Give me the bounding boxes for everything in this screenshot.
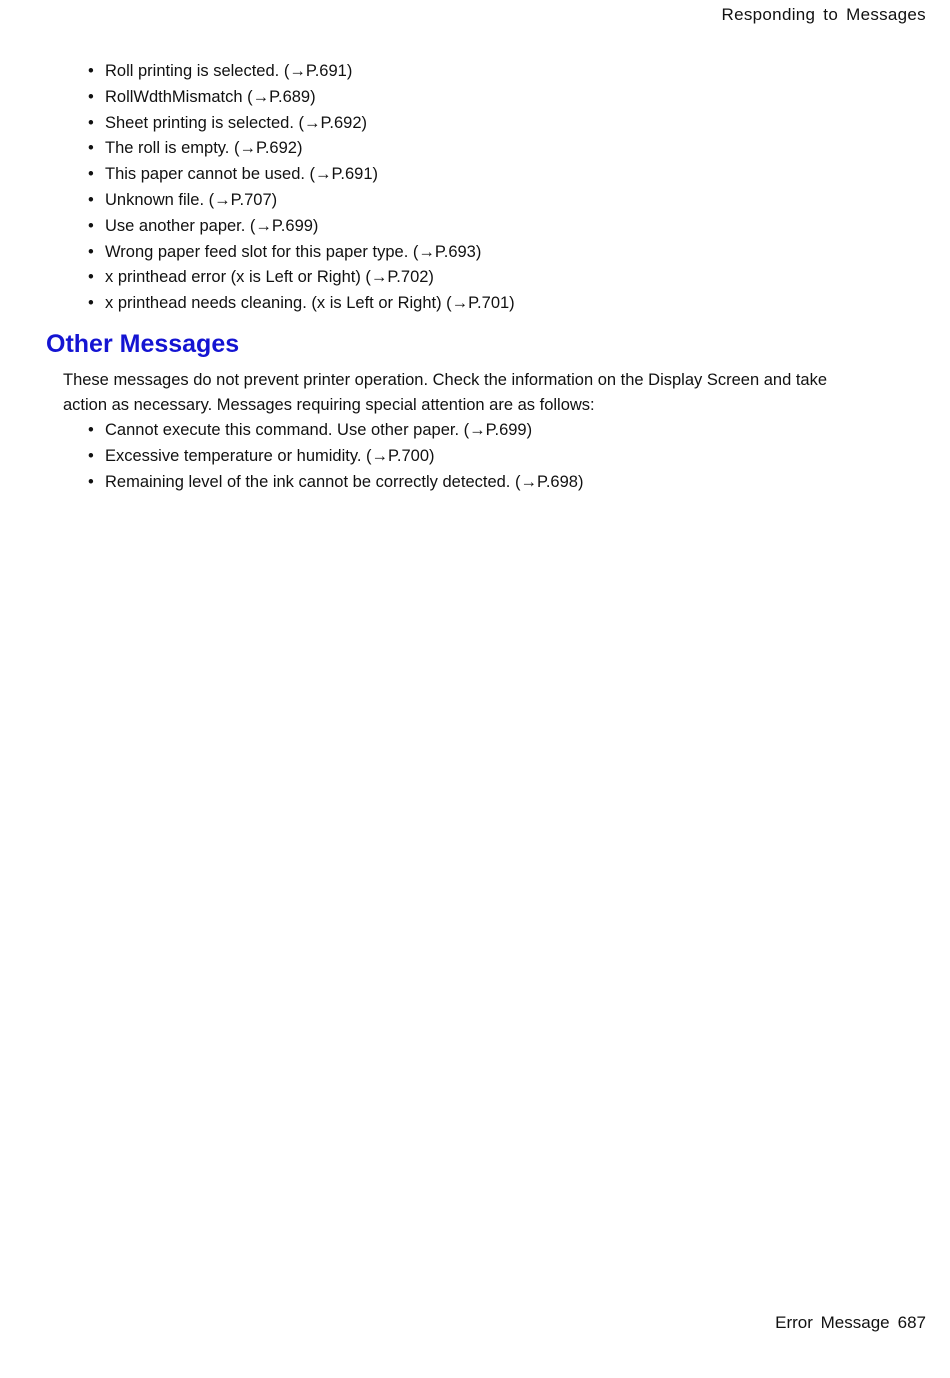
list-item: • Use another paper. (→P.699) [88, 214, 908, 240]
running-header: Responding to Messages [721, 5, 926, 24]
list-item: • Cannot execute this command. Use other paper. (→P.699) [88, 418, 908, 444]
footer-chapter-title: Error Message [775, 1313, 890, 1332]
page-number: 687 [897, 1313, 926, 1332]
list-item: • RollWdthMismatch (→P.689) [88, 85, 908, 111]
list-item: • Wrong paper feed slot for this paper type. (→P.693) [88, 240, 908, 266]
message-list-top [88, 59, 908, 317]
list-item: • Sheet printing is selected. (→P.692) [88, 111, 908, 137]
list-item: • x printhead needs cleaning. (x is Left or Right) (→P.701) [88, 291, 908, 317]
list-item: • This paper cannot be used. (→P.691) [88, 162, 908, 188]
section-intro-paragraph: These messages do not prevent printer operation. Check the information on the Display Screen and take action as necessary. Messages requiring special attention are as follows: [63, 371, 828, 414]
section-heading-other-messages: Other Messages [46, 330, 240, 358]
list-item: • Excessive temperature or humidity. (→P.700) [88, 444, 908, 470]
message-list-other [88, 418, 908, 495]
page-footer [775, 1313, 926, 1333]
list-item: • The roll is empty. (→P.692) [88, 136, 908, 162]
list-item: • x printhead error (x is Left or Right) (→P.702) [88, 265, 908, 291]
list-item: • Unknown file. (→P.707) [88, 188, 908, 214]
list-item: • Remaining level of the ink cannot be correctly detected. (→P.698) [88, 470, 908, 496]
list-item: • Roll printing is selected. (→P.691) [88, 59, 908, 85]
